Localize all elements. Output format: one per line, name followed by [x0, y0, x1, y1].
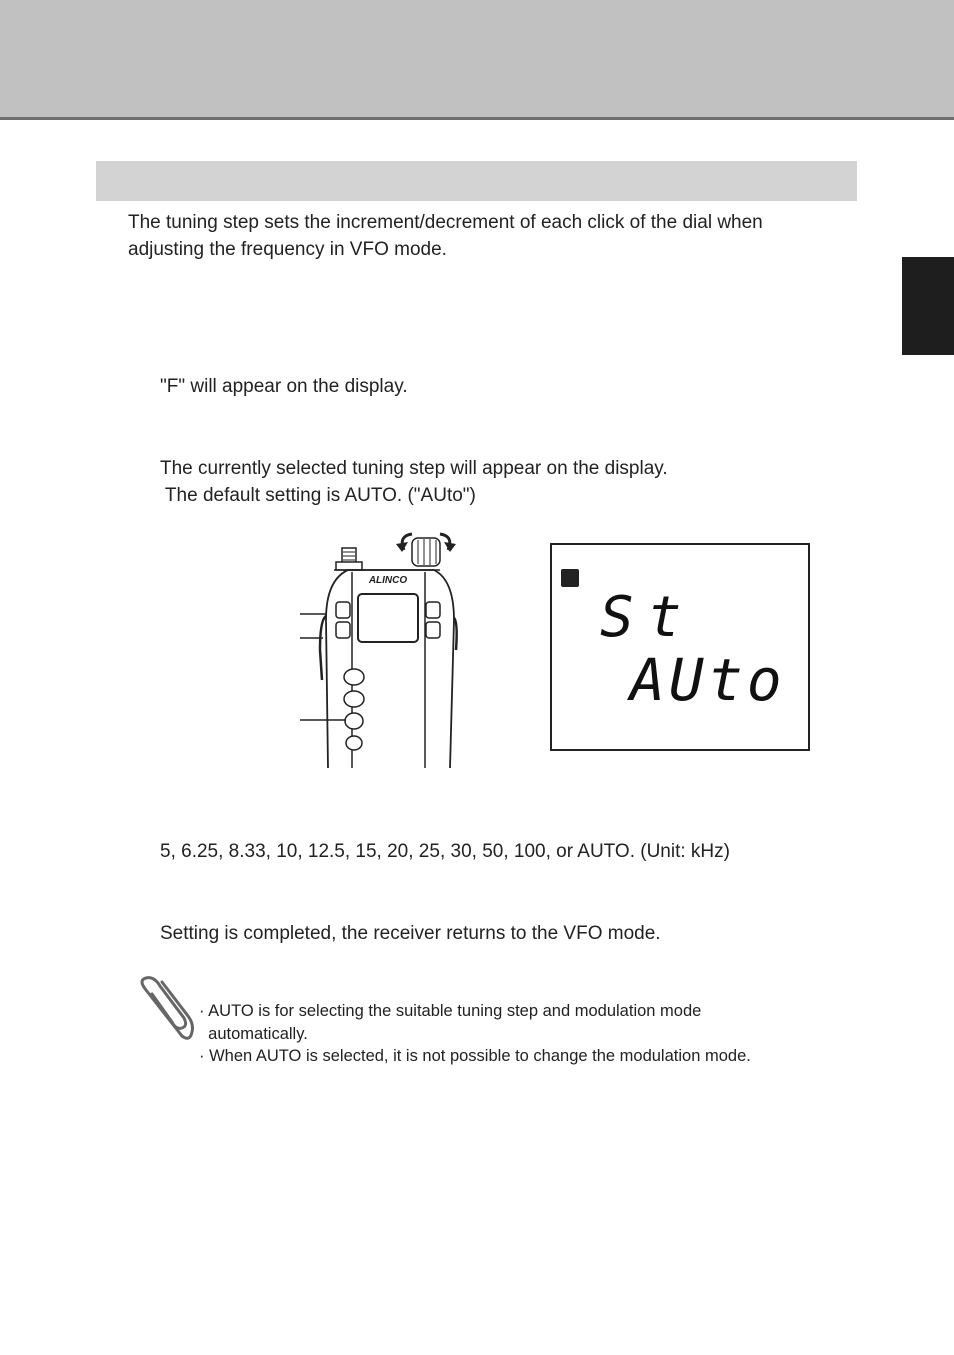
intro-line-2: adjusting the frequency in VFO mode. [128, 239, 447, 260]
function-key [345, 713, 363, 729]
radio-brand: ALINCO [368, 575, 408, 586]
step-values: 5, 6.25, 8.33, 10, 12.5, 15, 20, 25, 30, 50, 100, or AUTO. (Unit: kHz) [160, 841, 730, 862]
paperclip-icon [132, 976, 194, 1044]
step-current-tuning: The currently selected tuning step will appear on the display. [160, 458, 668, 479]
step-default-setting: The default setting is AUTO. ("AUto") [160, 485, 476, 506]
lcd-line-1: St [600, 585, 696, 650]
note-2: · When AUTO is selected, it is not possible to change the modulation mode. [199, 1047, 751, 1065]
f-indicator [561, 569, 579, 587]
section-title-bar [96, 161, 857, 201]
step-f-appear: "F" will appear on the display. [160, 376, 408, 397]
lcd-line-2: AUto [630, 646, 786, 714]
radio-illustration [290, 530, 470, 770]
intro-line-1: The tuning step sets the increment/decrement of each click of the dial when [128, 212, 763, 233]
header-band [0, 0, 954, 118]
note-1-line-2: automatically. [199, 1025, 308, 1043]
note-1-line-1: · AUTO is for selecting the suitable tuning step and modulation mode [199, 1002, 702, 1020]
lcd-display [550, 543, 810, 751]
step-completed: Setting is completed, the receiver returns to the VFO mode. [160, 923, 661, 944]
chapter-tab [902, 257, 954, 355]
radio-screen [358, 594, 418, 642]
header-rule [0, 117, 954, 120]
